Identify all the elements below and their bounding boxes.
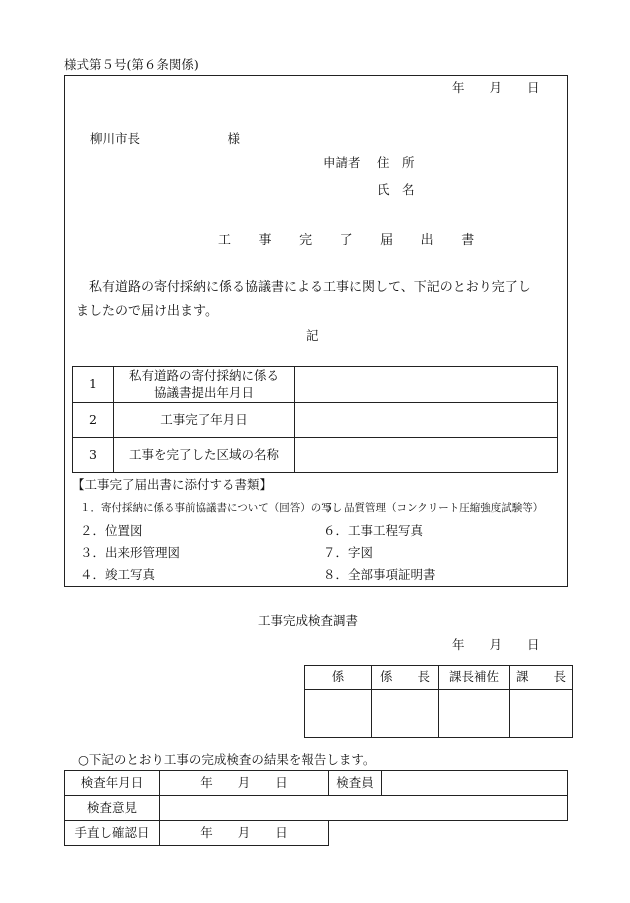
attachment-item: １．寄付採納に係る事前協議書について（回答）の写し — [80, 502, 343, 514]
item-number: 1 — [73, 367, 114, 403]
item-label — [114, 367, 295, 403]
attachment-item: ６．工事工程写真 — [323, 523, 424, 538]
attachment-item: ５．品質管理（コンクリート圧縮強度試験等） — [323, 502, 544, 514]
inspection-date-label: 検査年月日 — [65, 771, 160, 796]
attachments-title: 【工事完了届出書に添付する書類】 — [72, 477, 273, 492]
body-text-line2: ましたので届け出ます。 — [76, 304, 218, 319]
table-row — [73, 438, 558, 473]
ki-label: 記 — [306, 328, 319, 343]
table-row — [73, 367, 558, 403]
stamp-box[interactable] — [510, 690, 573, 738]
inspection-date: 年 月 日 — [452, 637, 540, 652]
item-value[interactable] — [295, 438, 558, 473]
attachment-item: ２．位置図 — [80, 523, 143, 538]
attachment-item: ８．全部事項証明書 — [323, 567, 436, 582]
stamp-box[interactable] — [305, 690, 372, 738]
item-value[interactable] — [295, 403, 558, 438]
table-row — [65, 821, 568, 846]
item-label-line: 私有道路の寄付採納に係る — [128, 367, 279, 383]
item-label: 工事完了年月日 — [114, 403, 295, 438]
report-text: ○下記のとおり工事の完成検査の結果を報告します。 — [78, 752, 376, 767]
fix-confirm-label: 手直し確認日 — [65, 821, 160, 846]
inspection-title: 工事完成検査調書 — [258, 613, 359, 628]
inspection-date-value[interactable]: 年 月 日 — [160, 771, 329, 796]
addressee: 柳川市長 様 — [90, 131, 241, 146]
stamp-header: 係 長 — [372, 666, 439, 690]
stamp-box[interactable] — [372, 690, 439, 738]
inspection-opinion-label: 検査意見 — [65, 796, 160, 821]
applicant-address-label: 住 所 — [377, 155, 415, 170]
stamp-header: 課 長 — [510, 666, 573, 690]
fix-confirm-blank — [329, 821, 568, 846]
attachment-item: ７．字図 — [323, 545, 374, 560]
stamp-table — [304, 665, 573, 738]
body-text-line1: 私有道路の寄付採納に係る協議書による工事に関して、下記のとおり完了し — [76, 280, 531, 295]
table-row — [65, 771, 568, 796]
item-label: 工事を完了した区域の名称 — [114, 438, 295, 473]
inspector-label: 検査員 — [329, 771, 382, 796]
item-number: 3 — [73, 438, 114, 473]
applicant-label: 申請者 — [323, 155, 361, 170]
inspection-table — [64, 770, 568, 846]
table-row — [65, 796, 568, 821]
item-number: 2 — [73, 403, 114, 438]
attachment-item: ４．竣工写真 — [80, 567, 156, 582]
submission-date: 年 月 日 — [452, 80, 540, 95]
stamp-header: 課長補佐 — [439, 666, 510, 690]
stamp-header: 係 — [305, 666, 372, 690]
inspection-opinion-value[interactable] — [160, 796, 568, 821]
item-label-line: 協議書提出年月日 — [153, 384, 254, 400]
table-row — [305, 690, 573, 738]
table-row — [73, 403, 558, 438]
item-value[interactable] — [295, 367, 558, 403]
fix-confirm-value[interactable]: 年 月 日 — [160, 821, 329, 846]
inspector-value[interactable] — [382, 771, 568, 796]
items-table — [72, 366, 558, 473]
applicant-name-label: 氏 名 — [377, 182, 415, 197]
table-row — [305, 666, 573, 690]
document-title: 工 事 完 了 届 出 書 — [218, 233, 486, 248]
attachment-item: ３．出来形管理図 — [80, 545, 181, 560]
form-id: 様式第５号(第６条関係) — [64, 57, 199, 72]
stamp-box[interactable] — [439, 690, 510, 738]
